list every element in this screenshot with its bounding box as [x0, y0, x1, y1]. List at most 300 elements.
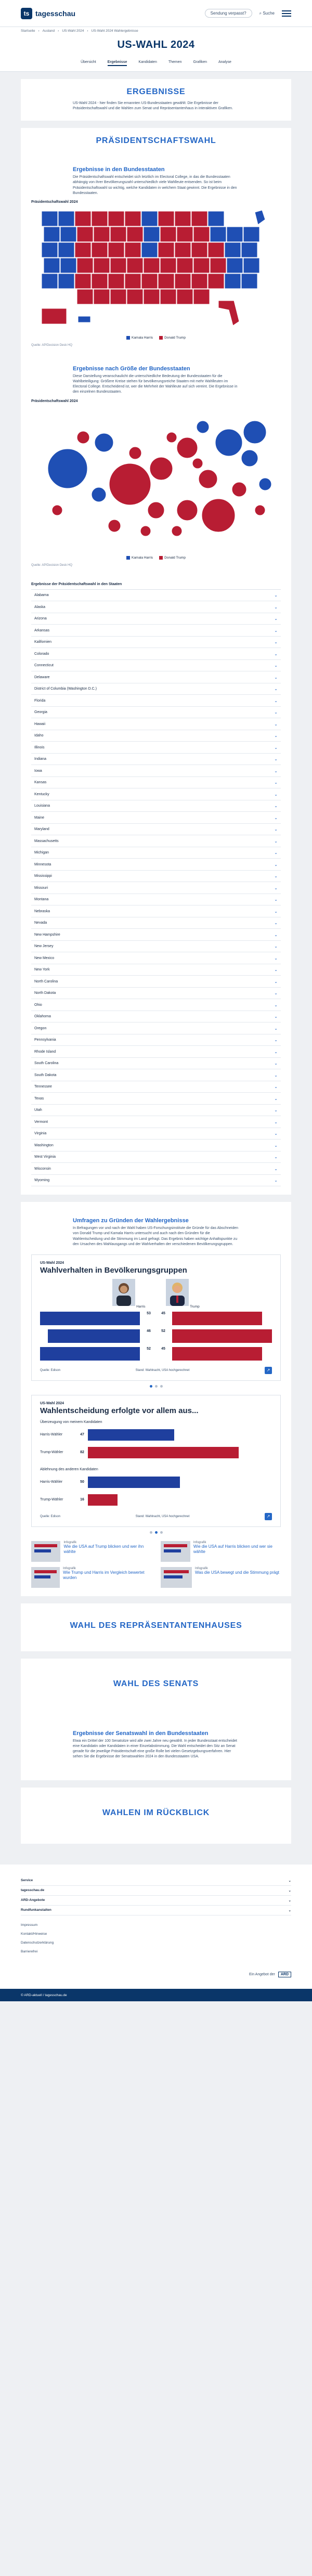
state-shape[interactable]: [127, 289, 143, 304]
state-name: Oregon: [34, 1026, 47, 1030]
menu-icon[interactable]: [282, 10, 291, 17]
state-name: Iowa: [34, 769, 42, 773]
teaser-image: [161, 1567, 192, 1588]
state-shape[interactable]: [44, 258, 60, 273]
state-row[interactable]: [31, 707, 281, 719]
results-title: ERGEBNISSE: [126, 87, 186, 96]
decision-bar-row: [40, 1492, 272, 1508]
state-name: South Dakota: [34, 1073, 57, 1077]
state-row[interactable]: [31, 788, 281, 800]
logo-text: tagesschau: [35, 9, 76, 18]
state-row[interactable]: [31, 637, 281, 649]
state-row[interactable]: [31, 1105, 281, 1117]
state-shape[interactable]: [243, 258, 259, 273]
state-row[interactable]: [31, 905, 281, 917]
state-shape[interactable]: [94, 258, 110, 273]
hawaii-shape[interactable]: [78, 316, 90, 322]
state-name: Michigan: [34, 851, 49, 855]
chevron-down-icon: ⌄: [274, 991, 278, 996]
state-row[interactable]: [31, 590, 281, 602]
harris-portrait: [112, 1279, 135, 1306]
state-row[interactable]: [31, 730, 281, 742]
state-bubble[interactable]: [148, 502, 164, 519]
breadcrumb-item[interactable]: Startseite: [21, 29, 35, 33]
state-shape[interactable]: [210, 227, 226, 242]
state-row[interactable]: [31, 835, 281, 847]
state-shape[interactable]: [110, 227, 126, 242]
bar-half-left: [40, 1347, 140, 1361]
bar-value: 16: [80, 1498, 84, 1502]
state-name: Minnesota: [34, 862, 51, 866]
decision-bar: [88, 1447, 239, 1458]
candidate-trump: Trump: [166, 1279, 199, 1309]
state-shape[interactable]: [144, 227, 160, 242]
teaser-title[interactable]: Wie die USA auf Trump blicken und wer ihn wählte: [63, 1544, 144, 1554]
senate-subheading: Ergebnisse der Senatswahl in den Bundesstaaten: [73, 1730, 209, 1737]
house-section: [21, 1603, 291, 1651]
state-name: South Carolina: [34, 1062, 59, 1066]
chevron-down-icon: ⌄: [274, 733, 278, 739]
state-bubble[interactable]: [243, 421, 266, 444]
state-bubble[interactable]: [202, 499, 235, 532]
share-icon[interactable]: ↗: [265, 1513, 272, 1520]
state-shape[interactable]: [44, 227, 60, 242]
state-shape[interactable]: [125, 211, 141, 226]
state-shape[interactable]: [58, 274, 74, 289]
teaser-card[interactable]: [31, 1541, 151, 1562]
graphic-decision: [31, 1395, 281, 1527]
teaser-grid: [31, 1541, 281, 1588]
search-link[interactable]: [259, 11, 275, 16]
state-shape[interactable]: [225, 242, 241, 257]
graphic1-eyebrow: US-Wahl 2024: [40, 1261, 64, 1265]
florida-shape[interactable]: [218, 301, 239, 326]
trump-bar: [172, 1312, 262, 1325]
state-shape[interactable]: [158, 211, 174, 226]
state-bubble[interactable]: [192, 458, 203, 469]
graphic2-rows-b: [40, 1474, 272, 1508]
graphic1-source: Quelle: Edison: [40, 1368, 61, 1372]
state-bubble[interactable]: [177, 500, 198, 521]
graphic2-rows-a: [40, 1427, 272, 1460]
chevron-down-icon: ⌄: [274, 1166, 278, 1171]
state-bubble[interactable]: [241, 450, 258, 467]
harris-value: 53: [147, 1311, 151, 1315]
state-shape[interactable]: [75, 211, 91, 226]
teaser-card[interactable]: [161, 1541, 281, 1562]
state-bubble[interactable]: [77, 431, 89, 444]
state-shape[interactable]: [60, 258, 76, 273]
chevron-down-icon: ⌄: [274, 757, 278, 762]
state-bubble[interactable]: [172, 526, 182, 536]
state-bubble[interactable]: [140, 526, 151, 536]
trump-bar: [172, 1347, 262, 1361]
teaser-card[interactable]: [31, 1567, 151, 1588]
state-row[interactable]: [31, 625, 281, 637]
state-row[interactable]: [31, 894, 281, 906]
state-shape[interactable]: [92, 242, 108, 257]
state-shape[interactable]: [193, 289, 210, 304]
footer-plain-link[interactable]: Barrierefrei: [21, 1950, 38, 1954]
state-shape[interactable]: [58, 242, 74, 257]
state-shape[interactable]: [158, 274, 174, 289]
chevron-down-icon: ⌄: [274, 651, 278, 656]
state-row[interactable]: [31, 882, 281, 894]
section-tabs: [0, 56, 312, 72]
state-shape[interactable]: [175, 274, 191, 289]
state-row[interactable]: [31, 1069, 281, 1081]
carousel-dot[interactable]: [155, 1385, 158, 1388]
bar-half-right: [172, 1347, 272, 1361]
state-bubble[interactable]: [197, 421, 209, 433]
state-shape[interactable]: [243, 227, 259, 242]
footer-link[interactable]: tagesschau.de ⌄: [21, 1886, 291, 1896]
teaser-card[interactable]: [161, 1567, 281, 1588]
breadcrumb-item[interactable]: US-Wahl 2024: [62, 29, 84, 33]
trump-portrait: [166, 1279, 189, 1306]
tab-overview[interactable]: Übersicht: [81, 60, 96, 64]
state-bubble[interactable]: [95, 433, 113, 452]
state-row[interactable]: [31, 1163, 281, 1175]
breadcrumb-item[interactable]: Ausland: [42, 29, 55, 33]
state-row[interactable]: [31, 929, 281, 941]
state-row[interactable]: [31, 742, 281, 754]
state-shape[interactable]: [160, 258, 176, 273]
polls-text: In Befragungen vor und nach der Wahl haben US-Forschungsinstitute die Gründe für das Abschneiden von Donald Trump und Kamala Harris untersucht und auch nach den Gründen für die Wahlentscheidung und die Stimmung im Land gefragt. Das Ergebnis haben wichtige Anhaltspunkte zu den Ursachen des Wahlausgangs und der Wahlverhalten der verschiedenen Bevölkerungsgruppen.: [73, 1226, 239, 1246]
chevron-down-icon: ⌄: [274, 1038, 278, 1043]
chevron-down-icon: ⌄: [274, 1143, 278, 1148]
chevron-down-icon: ⌄: [274, 1178, 278, 1183]
decision-bar-row: [40, 1427, 272, 1443]
bubble-legend: [31, 556, 281, 560]
state-bubble[interactable]: [232, 482, 246, 497]
state-shape[interactable]: [92, 274, 108, 289]
state-row[interactable]: [31, 999, 281, 1011]
state-row[interactable]: [31, 859, 281, 871]
footer-plain-link[interactable]: Impressum: [21, 1923, 38, 1927]
bar-zone: [40, 1329, 272, 1343]
state-row[interactable]: [31, 1128, 281, 1140]
carousel-dot[interactable]: [150, 1531, 152, 1534]
state-bubble[interactable]: [177, 437, 198, 458]
state-shape[interactable]: [241, 242, 257, 257]
state-shape[interactable]: [42, 274, 58, 289]
state-shape[interactable]: [160, 227, 176, 242]
ard-logo[interactable]: ARD: [278, 1972, 291, 1977]
state-shape[interactable]: [94, 227, 110, 242]
breadcrumb: Startseite › Ausland › US-Wahl 2024 › US-Wahl 2024 Wahlergebnisse: [0, 27, 312, 33]
maine-shape[interactable]: [255, 210, 265, 225]
chevron-down-icon: ⌄: [274, 1026, 278, 1031]
bubble-subheading: Ergebnisse nach Größe der Bundesstaaten: [73, 366, 190, 372]
state-row[interactable]: [31, 683, 281, 695]
state-name: North Carolina: [34, 979, 58, 983]
state-bubble[interactable]: [259, 478, 271, 490]
carousel-dot[interactable]: [160, 1385, 163, 1388]
state-shape[interactable]: [110, 258, 126, 273]
state-row[interactable]: [31, 976, 281, 988]
teaser-meta: Infografik: [63, 1567, 76, 1570]
state-name: Arizona: [34, 617, 47, 621]
state-row[interactable]: [31, 1081, 281, 1093]
chevron-down-icon: ⌄: [274, 979, 278, 984]
chevron-down-icon: ⌄: [288, 1909, 291, 1913]
tab-candidates[interactable]: Kandidaten: [138, 60, 157, 64]
state-row[interactable]: [31, 1140, 281, 1151]
chevron-down-icon: ⌄: [274, 1061, 278, 1066]
state-shape[interactable]: [127, 258, 143, 273]
state-shape[interactable]: [77, 289, 93, 304]
tab-results[interactable]: Ergebnisse: [108, 60, 127, 66]
state-row[interactable]: [31, 1116, 281, 1128]
chevron-down-icon: ⌄: [274, 604, 278, 610]
state-name: Georgia: [34, 710, 47, 715]
alaska-shape[interactable]: [42, 308, 67, 324]
site-logo[interactable]: [21, 8, 75, 19]
state-row[interactable]: [31, 871, 281, 883]
state-shape[interactable]: [177, 227, 193, 242]
state-bubble[interactable]: [48, 449, 87, 488]
teaser-title[interactable]: Wie Trump und Harris im Vergleich bewertet wurden: [63, 1570, 145, 1580]
chevron-down-icon: ⌄: [274, 1002, 278, 1007]
results-intro: [21, 79, 291, 121]
teaser-title[interactable]: Wie die USA auf Harris blicken und wer sie wählte: [193, 1544, 272, 1554]
graphic1-rows: [40, 1311, 272, 1362]
state-row[interactable]: [31, 1151, 281, 1163]
state-shape[interactable]: [160, 289, 176, 304]
teaser-title[interactable]: Was die USA bewegt und die Stimmung prägt: [195, 1570, 280, 1575]
state-shape[interactable]: [60, 227, 76, 242]
tab-analysis[interactable]: Analyse: [218, 60, 231, 64]
footer-plain-link[interactable]: Datenschutzerklärung: [21, 1941, 54, 1945]
state-row[interactable]: [31, 824, 281, 836]
state-shape[interactable]: [141, 242, 158, 257]
teaser-meta: Infografik: [193, 1541, 206, 1544]
map-legend: [31, 336, 281, 340]
senate-text: Etwa ein Drittel der 100 Senatsitze wird alle zwei Jahre neu gewählt. In jeder Bundesstaat entscheidet eine Kandidatin oder Kandidaten in einer Einzelabstimmung. Die Wahl entscheidet den Sitz an Senat gerade für die jeweilige Präsidentschaft eine große Rolle bei vielen Gesetzgebungsverfahren. Hier sehen Sie die Ergebnisse der Senatswahlen 2024 in den Bundesstaaten USA.: [73, 1739, 237, 1759]
chevron-down-icon: ⌄: [274, 909, 278, 914]
state-row[interactable]: [31, 1046, 281, 1058]
state-shape[interactable]: [177, 258, 193, 273]
chevron-down-icon: ⌄: [274, 932, 278, 937]
state-row[interactable]: [31, 917, 281, 929]
graphic1-title: Wahlverhalten in Bevölkerungsgruppen: [40, 1265, 187, 1275]
bubble-text: Diese Darstellung veranschaulicht die unterschiedliche Bedeutung der Bundesstaaten für die Wahlbeteiligung: Größere Kreise stehen für bevölkerungsreiche Staaten mit mehr Wahlleuten im Electoral College. Entscheidend ist, wer die Mehrheit der Wahlleute auf sich vereint. Die Ergebnisse in den einzelnen Bundesstaaten.: [73, 374, 238, 394]
carousel-dot[interactable]: [150, 1385, 152, 1388]
state-shape[interactable]: [227, 258, 243, 273]
state-shape[interactable]: [193, 258, 210, 273]
state-bubble[interactable]: [109, 463, 151, 505]
state-row[interactable]: [31, 1093, 281, 1105]
state-row[interactable]: [31, 648, 281, 660]
state-bubble[interactable]: [52, 505, 62, 515]
trump-value: 45: [161, 1347, 165, 1351]
bubble-legend-harris: Kamala Harris: [126, 556, 153, 560]
footer-network: [21, 1972, 291, 1977]
state-row[interactable]: [31, 1058, 281, 1070]
us-map[interactable]: [31, 207, 281, 332]
state-name: Massachusetts: [34, 839, 59, 843]
state-shape[interactable]: [108, 274, 124, 289]
state-shape[interactable]: [77, 258, 93, 273]
state-shape[interactable]: [191, 274, 207, 289]
carousel-dot[interactable]: [155, 1531, 158, 1534]
polls-heading: Umfragen zu Gründen der Wahlergebnisse: [73, 1218, 189, 1224]
state-bubble[interactable]: [92, 487, 106, 502]
state-row[interactable]: [31, 847, 281, 859]
state-name: Arkansas: [34, 628, 50, 632]
state-row[interactable]: [31, 718, 281, 730]
state-shape[interactable]: [175, 242, 191, 257]
state-shape[interactable]: [108, 211, 124, 226]
bar-label: Trump-Wähler: [40, 1498, 63, 1502]
state-bubble[interactable]: [150, 457, 173, 480]
tab-topics[interactable]: Themen: [168, 60, 182, 64]
state-name: Kansas: [34, 781, 47, 785]
state-shape[interactable]: [77, 227, 93, 242]
state-shape[interactable]: [125, 274, 141, 289]
harris-value: 52: [147, 1347, 151, 1351]
state-row[interactable]: [31, 695, 281, 707]
state-shape[interactable]: [210, 258, 226, 273]
state-shape[interactable]: [108, 242, 124, 257]
state-results-list: [31, 589, 281, 1187]
state-name: Nevada: [34, 921, 47, 925]
state-shape[interactable]: [110, 289, 126, 304]
state-shape[interactable]: [144, 289, 160, 304]
chevron-down-icon: ⌄: [274, 1014, 278, 1019]
state-row[interactable]: [31, 988, 281, 1000]
footer-link[interactable]: ARD-Angebote ⌄: [21, 1896, 291, 1906]
footer-link[interactable]: Service ⌄: [21, 1876, 291, 1886]
state-name: West Virginia: [34, 1155, 56, 1159]
footer-plain-link[interactable]: Kontakt/Hinweise: [21, 1932, 47, 1936]
state-bubble[interactable]: [129, 447, 141, 459]
state-shape[interactable]: [42, 242, 58, 257]
state-shape[interactable]: [75, 274, 91, 289]
teaser-meta: Infografik: [195, 1567, 208, 1570]
state-row[interactable]: [31, 765, 281, 777]
bar-value: 50: [80, 1480, 84, 1484]
state-bubble[interactable]: [108, 520, 121, 532]
chevron-down-icon: ⌄: [274, 815, 278, 820]
teaser-image: [31, 1567, 60, 1588]
state-row[interactable]: [31, 812, 281, 824]
state-shape[interactable]: [193, 227, 210, 242]
trump-value: 45: [161, 1311, 165, 1315]
state-shape[interactable]: [75, 242, 91, 257]
state-name: Texas: [34, 1096, 44, 1101]
map-source: Quelle: AP/Decision Desk HQ: [31, 344, 73, 347]
state-row[interactable]: [31, 613, 281, 625]
state-row[interactable]: [31, 964, 281, 976]
president-title: PRÄSIDENTSCHAFTSWAHL: [96, 136, 216, 146]
chevron-down-icon: ⌄: [274, 780, 278, 785]
chevron-down-icon: ⌄: [274, 921, 278, 926]
state-shape[interactable]: [175, 211, 191, 226]
state-row[interactable]: [31, 1011, 281, 1023]
state-name: Maryland: [34, 827, 49, 832]
state-row[interactable]: [31, 777, 281, 789]
state-row[interactable]: [31, 660, 281, 672]
state-shape[interactable]: [144, 258, 160, 273]
state-shape[interactable]: [42, 211, 58, 226]
chevron-down-icon: ⌄: [274, 768, 278, 773]
state-shape[interactable]: [241, 274, 257, 289]
state-shape[interactable]: [208, 242, 224, 257]
state-row[interactable]: [31, 1034, 281, 1046]
state-bubble[interactable]: [215, 429, 242, 456]
chevron-down-icon: ⌄: [274, 593, 278, 598]
state-name: District of Columbia (Washington D.C.): [34, 687, 97, 691]
chevron-down-icon: ⌄: [274, 862, 278, 867]
state-row[interactable]: [31, 1175, 281, 1187]
bar-track: [88, 1494, 272, 1506]
state-name: New Mexico: [34, 956, 55, 960]
footer-link[interactable]: Rundfunkanstalten ⌄: [21, 1906, 291, 1915]
chevron-down-icon: ⌄: [274, 1049, 278, 1054]
state-shape[interactable]: [208, 274, 224, 289]
state-row[interactable]: [31, 941, 281, 953]
carousel-dot[interactable]: [160, 1531, 163, 1534]
chevron-down-icon: ⌄: [274, 675, 278, 680]
state-shape[interactable]: [208, 211, 224, 226]
chevron-down-icon: ⌄: [274, 1084, 278, 1090]
bubble-legend-trump: Donald Trump: [159, 556, 186, 560]
chevron-down-icon: ⌄: [274, 1119, 278, 1124]
harris-value: 46: [147, 1329, 151, 1333]
harris-bar: [40, 1347, 140, 1361]
state-shape[interactable]: [191, 211, 207, 226]
state-shape[interactable]: [141, 274, 158, 289]
state-shape[interactable]: [92, 211, 108, 226]
state-row[interactable]: [31, 671, 281, 683]
state-row[interactable]: [31, 1022, 281, 1034]
state-bubble[interactable]: [255, 505, 265, 515]
state-shape[interactable]: [158, 242, 174, 257]
state-row[interactable]: [31, 952, 281, 964]
bubble-label: Präsidentschaftswahl 2024: [31, 399, 78, 403]
state-shape[interactable]: [141, 211, 158, 226]
state-shape[interactable]: [191, 242, 207, 257]
teaser-image: [161, 1541, 190, 1562]
bubble-map[interactable]: [31, 406, 281, 552]
state-shape[interactable]: [127, 227, 143, 242]
candidate-portraits: [40, 1279, 272, 1309]
state-row[interactable]: [31, 800, 281, 812]
missed-show-link[interactable]: Sendung verpasst?: [205, 9, 252, 18]
state-shape[interactable]: [125, 242, 141, 257]
tab-graphics[interactable]: Grafiken: [193, 60, 207, 64]
state-row[interactable]: [31, 601, 281, 613]
state-shape[interactable]: [58, 211, 74, 226]
state-name: Colorado: [34, 652, 49, 656]
bar-value: 82: [80, 1451, 84, 1455]
network-label: Ein Angebot der: [249, 1973, 275, 1977]
graphic2-group2: Ablehnung des anderen Kandidaten: [40, 1467, 98, 1471]
state-shape[interactable]: [94, 289, 110, 304]
share-icon[interactable]: ↗: [265, 1367, 272, 1374]
chevron-down-icon: ⌄: [288, 1899, 291, 1903]
chevron-down-icon: ⌄: [274, 628, 278, 633]
state-shape[interactable]: [225, 274, 241, 289]
state-shape[interactable]: [177, 289, 193, 304]
state-shape[interactable]: [227, 227, 243, 242]
chevron-down-icon: ⌄: [274, 616, 278, 622]
state-row[interactable]: [31, 754, 281, 766]
state-bubble[interactable]: [166, 432, 177, 443]
state-bubble[interactable]: [199, 470, 217, 488]
